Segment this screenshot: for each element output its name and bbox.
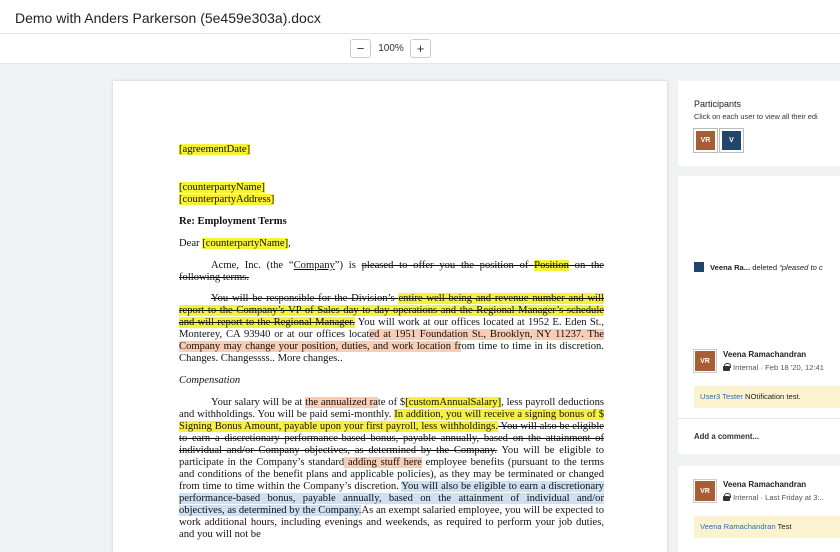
comp-text-f: As an exempt salaried employee, you will be expected to work additional hours, including evenings and weekends, as required to perform your job duties, and you will not be: [179, 505, 605, 540]
comment-thread: [678, 336, 840, 454]
activity-action: deleted: [750, 263, 780, 272]
comment-time: · Last Friday at 3:..: [758, 493, 824, 502]
comment-author: Veena Ramachandran: [723, 350, 807, 359]
comment-body: [694, 386, 840, 408]
company-term: Company: [293, 260, 335, 271]
comment-visibility: Internal: [733, 493, 759, 502]
deleted-text[interactable]: You will also be eligible to earn a discretionary performance-based bonus, payable annually, based on the attainment of individual and/or Company objectives, as determined by the Company.: [179, 421, 604, 456]
selected-text[interactable]: You will also be eligible to earn a discretionary performance-based bonus, payable annually, based on the attainment of individual and/or objectives, as determined by the Company.: [179, 481, 604, 516]
user-color-marker: [694, 262, 704, 272]
zoom-toolbar: [0, 34, 840, 64]
compensation-paragraph: [179, 397, 604, 541]
salutation-end: ,: [288, 238, 291, 249]
agreement-date-field[interactable]: [agreementDate]: [179, 144, 251, 155]
divider: [678, 418, 840, 419]
document-page: [113, 81, 667, 552]
add-comment-input[interactable]: Add a comment...: [694, 432, 759, 441]
compensation-heading: Compensation: [179, 375, 241, 386]
comment-text: NOtification test.: [742, 392, 801, 401]
participant-avatar-v[interactable]: V: [720, 129, 743, 152]
comment-author: Veena Ramachandran: [723, 480, 807, 489]
participant-avatar-vr[interactable]: VR: [694, 129, 717, 152]
zoom-level: 100%: [378, 43, 404, 54]
annual-salary-field[interactable]: [customAnnualSalary]: [405, 397, 502, 408]
comp-text-a: Your salary will be at: [211, 397, 306, 408]
duties-text-b: om time to time in its discretion. Changes. Changessss.. More changes..: [179, 341, 604, 364]
comment-avatar: VR: [694, 480, 716, 502]
comment-meta: [723, 363, 824, 372]
activity-panel: [678, 176, 840, 336]
deleted-text[interactable]: You will be responsible for the Division’s: [211, 293, 399, 304]
document-body: [179, 144, 604, 541]
participants-subtitle: Click on each user to view all their edi: [694, 112, 818, 121]
user-mention[interactable]: User3 Tester: [700, 392, 743, 401]
commented-text[interactable]: adding stuff here: [344, 457, 422, 468]
commented-text[interactable]: the annualized ra: [305, 397, 378, 408]
comp-text-b: te of $: [377, 397, 406, 408]
re-line: Re: Employment Terms: [179, 216, 287, 227]
title-bar: [0, 0, 840, 34]
participants-title: Participants: [694, 99, 742, 109]
inserted-text[interactable]: In addition, you will receive a signing bonus of $ Signing Bonus Amount, payable upon your first payroll, less withholdings.: [179, 409, 604, 432]
activity-quote: “pleased to c: [779, 263, 823, 272]
zoom-in-button[interactable]: +: [410, 39, 431, 58]
user-mention[interactable]: Veena Ramachandran: [700, 522, 776, 531]
counterparty-address-field[interactable]: [counterpartyAddress]: [179, 194, 275, 205]
deleted-text[interactable]: pleased to offer you the position of: [361, 260, 535, 271]
document-title: Demo with Anders Parkerson (5e459e303a).docx: [15, 10, 321, 26]
comp-text-e: employee benefits (pursuant to the terms and conditions of the benefit plans and applicable policies), as they may be terminated or changed from time to time within the Company’s discretion.: [179, 457, 605, 492]
comment-thread: [678, 466, 840, 552]
duties-paragraph: [179, 293, 604, 365]
comment-meta: [723, 493, 824, 502]
commented-text[interactable]: ed at 1951 Foundation St., Brooklyn, NY 11237. The Company may change your position, duties, and work location fr: [179, 329, 604, 352]
zoom-out-button[interactable]: −: [350, 39, 371, 58]
lock-icon: [723, 363, 730, 371]
activity-user: Veena Ra...: [710, 263, 751, 272]
offer-text-b: ”) is: [334, 260, 362, 271]
comment-visibility: Internal: [733, 363, 759, 372]
counterparty-name-field[interactable]: [counterpartyName]: [179, 182, 265, 193]
comp-text-d: You will be eligible to participate in the Company’s standard: [179, 445, 605, 468]
comp-text-c: , less payroll deductions and withholdings. You will be paid semi-monthly.: [179, 397, 604, 420]
comment-time: · Feb 18 '20, 12:41: [758, 363, 824, 372]
deleted-text[interactable]: on the following terms.: [179, 260, 604, 283]
comment-avatar: VR: [694, 350, 716, 372]
salutation: [179, 238, 604, 250]
comment-body: [694, 516, 840, 538]
position-field[interactable]: Position: [534, 260, 569, 271]
duties-text-a: You will work at our offices located at 1952 E. Eden St., Monterey, CA 93940 or at our offices locat: [179, 317, 604, 340]
offer-text-a: Acme, Inc. (the “: [211, 260, 294, 271]
dear-text: Dear: [179, 238, 203, 249]
lock-icon: [723, 493, 730, 501]
activity-entry[interactable]: [710, 263, 823, 272]
salutation-name-field[interactable]: [counterpartyName]: [202, 238, 289, 249]
participants-panel: [678, 81, 840, 166]
offer-paragraph: [179, 260, 604, 284]
comment-text: Test: [775, 522, 792, 531]
deleted-highlighted-text[interactable]: entire well being and revenue number and will report to the Company’s VP of Sales day to day operations and the Regional Manager’s schedule and will report to the Regional Manager.: [179, 293, 605, 328]
